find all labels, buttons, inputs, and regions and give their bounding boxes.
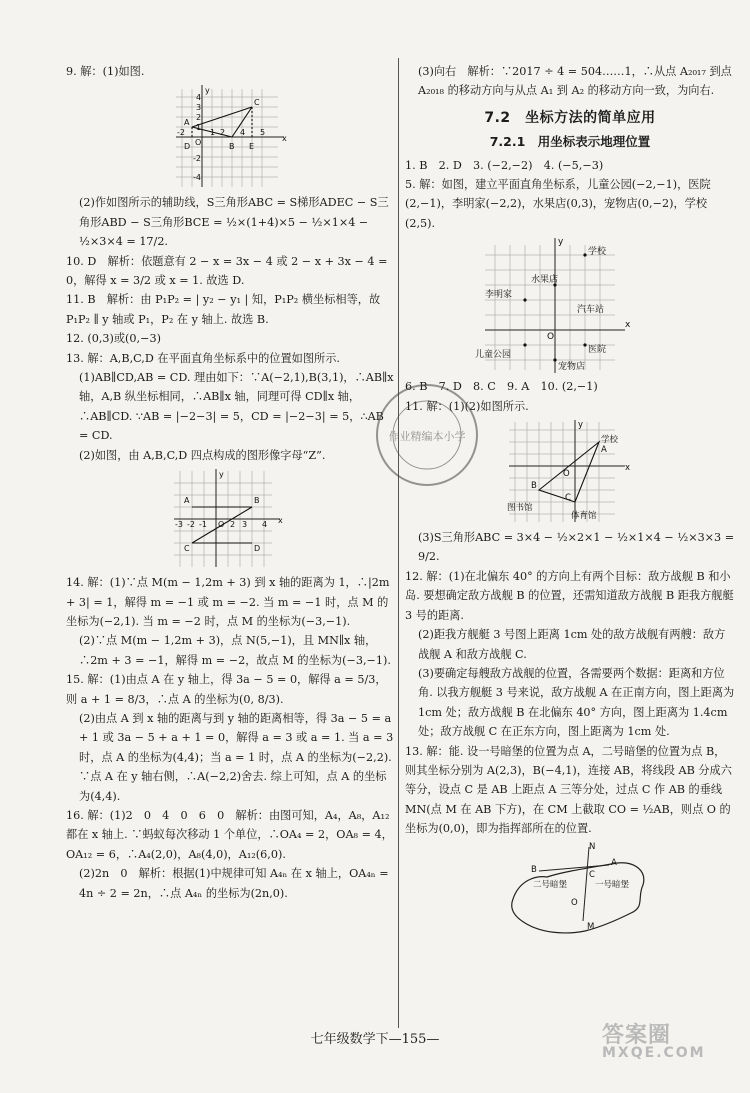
q9-tick-y: 2 [196,113,202,123]
q12-answer: 12. 解：(1)在北偏东 40° 的方向上有两个目标：敌方战舰 B 和小岛. 要想确定敌方战舰 B 的位置，还需知道敌方战舰 B 距我方舰艇 3 号的距离. [405,569,734,622]
map1-hospital: 医院 [588,345,607,356]
q9-point-b: B [229,142,235,152]
map2-gym: 体育馆 [571,511,597,522]
q13-tick-x: 3 [242,520,248,530]
q9-part2: (2)作如图所示的辅助线，S三角形ABC = S梯形ADEC − S三角形ABD − S三角形BCE = ½×(1+4)×5 − ½×1×4 − ½×3×4 = 17/2. [79,196,389,249]
q10-answer: 10. D 解析：依题意有 2 − x = 3x − 4 或 2 − x + 3x − 4 = 0，解得 x = 3/2 或 x = 1. 故选 D. [66,254,388,288]
map1-children-park: 儿童公园 [475,350,512,361]
answers-1-4: 1. B 2. D 3. (−2,−2) 4. (−5,−3) [405,158,604,172]
q12-part2: (2)距我方舰艇 3 号图上距离 1cm 处的敌方战舰有两艘：敌方战舰 A 和敌方战舰 C. [418,628,726,661]
map2-point-a: A [601,445,607,456]
map1-axis-y: y [558,237,564,248]
map1-pet-store: 宠物店 [558,362,586,373]
q15-part3: ∵点 A 在 y 轴右侧，∴A(−2,2)舍去. 综上可知，点 A 的坐标为(4,4). [79,770,387,803]
q13-point-c: C [184,544,190,554]
q14-answer: 14. 解：(1)∵点 M(m − 1,2m + 3) 到 x 轴的距离为 1，∴|2m + 3| = 1，解得 m = −1 或 m = −2. 当 m = −1 时，点 M 的坐标为(−2,1). 当 m = −2 时，点 M 的坐标为(−3,−1). [66,576,390,628]
q16-part2: (2)2n 0 解析：根据(1)中规律可知 A₄ₙ 在 x 轴上，OA₄ₙ = 4n ÷ 2 = 2n，∴点 A₄ₙ 的坐标为(2n,0). [79,867,389,900]
map3-bunker-1: 一号暗堡 [595,879,630,890]
q9-tick-x: 5 [260,128,266,138]
q16-answer: 16. 解：(1)2 0 4 0 6 0 解析：由图可知，A₄，A₈，A₁₂ 都在 x 轴上. ∵蚂蚁每次移动 1 个单位，∴OA₄ = 2，OA₈ = 4，OA₁₂ = 6，∴A₄(2,0)，A₈(4,0)，A₁₂(6,0). [66,808,393,861]
map3-point-a: A [611,857,617,868]
q15-answer: 15. 解：(1)由点 A 在 y 轴上，得 3a − 5 = 0，解得 a = 5/3，则 a + 1 = 8/3，∴点 A 的坐标为(0, 8/3). [66,673,387,706]
q15-part2: (2)由点 A 到 x 轴的距离与到 y 轴的距离相等，得 3a − 5 = a + 1 或 3a − 5 + a + 1 = 0，解得 a = 3 或 a = 1. 当 a = 3 时，点 A 的坐标为(4,4)；当 a = 1 时，点 A 的坐标为(−2,2). [79,711,394,764]
q13-island-map [505,841,655,937]
q9-origin: O [195,138,202,148]
q9-point-a: A [184,118,190,128]
q9-point-c: C [254,98,260,108]
q9-axis-y: y [205,86,210,96]
q9-point-e: E [249,142,255,152]
map1-axis-x: x [625,320,631,331]
right-column [405,62,735,939]
map2-point-c: C [565,493,571,504]
q12-answer: 12. (0,3)或(0,−3) [66,332,161,346]
school-stamp [372,380,482,490]
q13-axis-x: x [278,516,283,526]
q9-point-d: D [184,142,191,152]
map2-school: 学校 [601,435,619,446]
map1-liming-home: 李明家 [485,290,513,301]
q9-tick-y: -4 [193,173,201,183]
map1-school: 学校 [588,247,607,258]
watermark-line1: 答案圈 [602,1023,672,1048]
map3-point-m: M [587,921,595,932]
q12-part3: (3)要确定每艘敌方战舰的位置，各需要两个数据：距离和方位角. 以我方舰艇 3 号来说，敌方战舰 A 在正南方向，图上距离为 1cm 处；敌方战舰 B 在北偏东 40° 方向，图上距离为 1.4cm 处；敌方战舰 C 在正东方向，图上距离为 1cm 处. [418,666,735,739]
q9-coordinate-graph [174,83,294,191]
map2-point-b: B [531,481,537,492]
map3-north: N [589,841,596,852]
q9-tick-y: 4 [196,93,202,103]
left-column [66,62,396,903]
q9-tick-x: -2 [177,128,185,138]
q11-map-graph [505,418,645,526]
q9-tick-y: 1 [196,123,202,133]
q13-tick-x: 4 [262,520,268,530]
map1-bus-station: 汽车站 [577,305,605,316]
map1-fruit-store: 水果店 [531,275,559,286]
map3-bunker-2: 二号暗堡 [533,879,568,890]
q13-tick-x: 2 [230,520,236,530]
q13-point-d: D [254,544,261,554]
q13-right-answer: 13. 解：能. 设一号暗堡的位置为点 A，二号暗堡的位置为点 B，则其坐标分别为 A(2,3)，B(−4,1)，连接 AB，将线段 AB 分成六等分，设点 C 是 AB 上距点 A 三等分处，过点 C 作 AB 的垂线 MN(点 M 在 AB 下方)，在 CM 上截取 CO = ½AB，则点 O 的坐标为(0,0)，即为指挥部所在的位置. [405,744,732,836]
q9-tick-x: 2 [220,128,226,138]
answers-6-10: 6. B 7. D 8. C 9. A 10. (2,−1) [405,380,598,394]
q11-part3: (3)S三角形ABC = 3×4 − ½×2×1 − ½×1×4 − ½×3×3 = 9/2. [418,531,735,564]
q9-tick-y: -2 [193,154,201,164]
stamp-text: 作业精编本小学 [388,430,466,443]
column-divider [398,58,399,1028]
map2-origin: O [563,469,570,480]
q13-point-b: B [254,496,260,506]
q9-tick-x: 4 [240,128,246,138]
map1-origin: O [547,332,555,343]
q13-axis-y: y [219,470,224,480]
q13-coordinate-graph [172,467,296,571]
q13-origin: O [218,520,225,530]
q13-tick-x: -1 [199,520,207,530]
map2-axis-y: y [578,420,584,431]
q9-axis-x: x [282,134,287,144]
q5-map-graph [475,235,635,375]
subsection-title: 7.2.1 用坐标表示地理位置 [489,134,651,150]
map3-point-c: C [589,869,595,880]
site-watermark [602,1018,706,1061]
q9-answer: 9. 解：(1)如图. [66,65,145,78]
page-footer: 七年级数学下—155— [310,1032,440,1047]
q11-answer: 11. 解：(1)(2)如图所示. [405,399,529,413]
q9-tick-y: 3 [196,103,202,113]
q9-tick-x: 1 [210,128,216,138]
map3-point-b: B [531,864,537,875]
q16-part3: (3)向右 解析：∵2017 ÷ 4 = 504……1，∴从点 A₂₀₁₇ 到点 A₂₀₁₈ 的移动方向与从点 A₁ 到 A₂ 的移动方向一致，为向右. [418,65,732,98]
q14-part2: (2)∵点 M(m − 1,2m + 3)，点 N(5,−1)，且 MN∥x 轴，∴2m + 3 = −1，解得 m = −2，故点 M 的坐标为(−3,−1). [79,634,391,667]
section-title: 7.2 坐标方法的简单应用 [484,109,656,126]
q13-part1: (1)AB∥CD,AB = CD. 理由如下：∵A(−2,1),B(3,1)，∴AB∥x 轴，A,B 纵坐标相同，∴AB∥x 轴，同理可得 CD∥x 轴，∴AB∥CD. ∵AB = |−2−3| = 5，CD = |−2−3| = 5，∴AB = CD. [79,371,394,443]
map2-library: 图书馆 [507,503,533,514]
q13-point-a: A [184,496,190,506]
q13-tick-x: -3 [175,520,183,530]
q11-answer: 11. B 解析：由 P₁P₂ = | y₂ − y₁ | 知，P₁P₂ 横坐标相等，故 P₁P₂ ∥ y 轴或 P₁，P₂ 在 y 轴上. 故选 B. [66,293,381,326]
q5-answer: 5. 解：如图，建立平面直角坐标系，儿童公园(−2,−1)，医院(2,−1)，李明家(−2,2)，水果店(0,3)，宠物店(0,−2)，学校(2,5). [405,178,711,230]
map3-origin: O [571,897,578,908]
q13-tick-x: -2 [187,520,195,530]
q13-part2: (2)如图，由 A,B,C,D 四点构成的图形像字母“Z”. [79,448,326,462]
watermark-line2: MXQE.COM [602,1045,706,1061]
map2-axis-x: x [625,463,631,474]
q13-answer: 13. 解：A,B,C,D 在平面直角坐标系中的位置如图所示. [66,351,340,365]
